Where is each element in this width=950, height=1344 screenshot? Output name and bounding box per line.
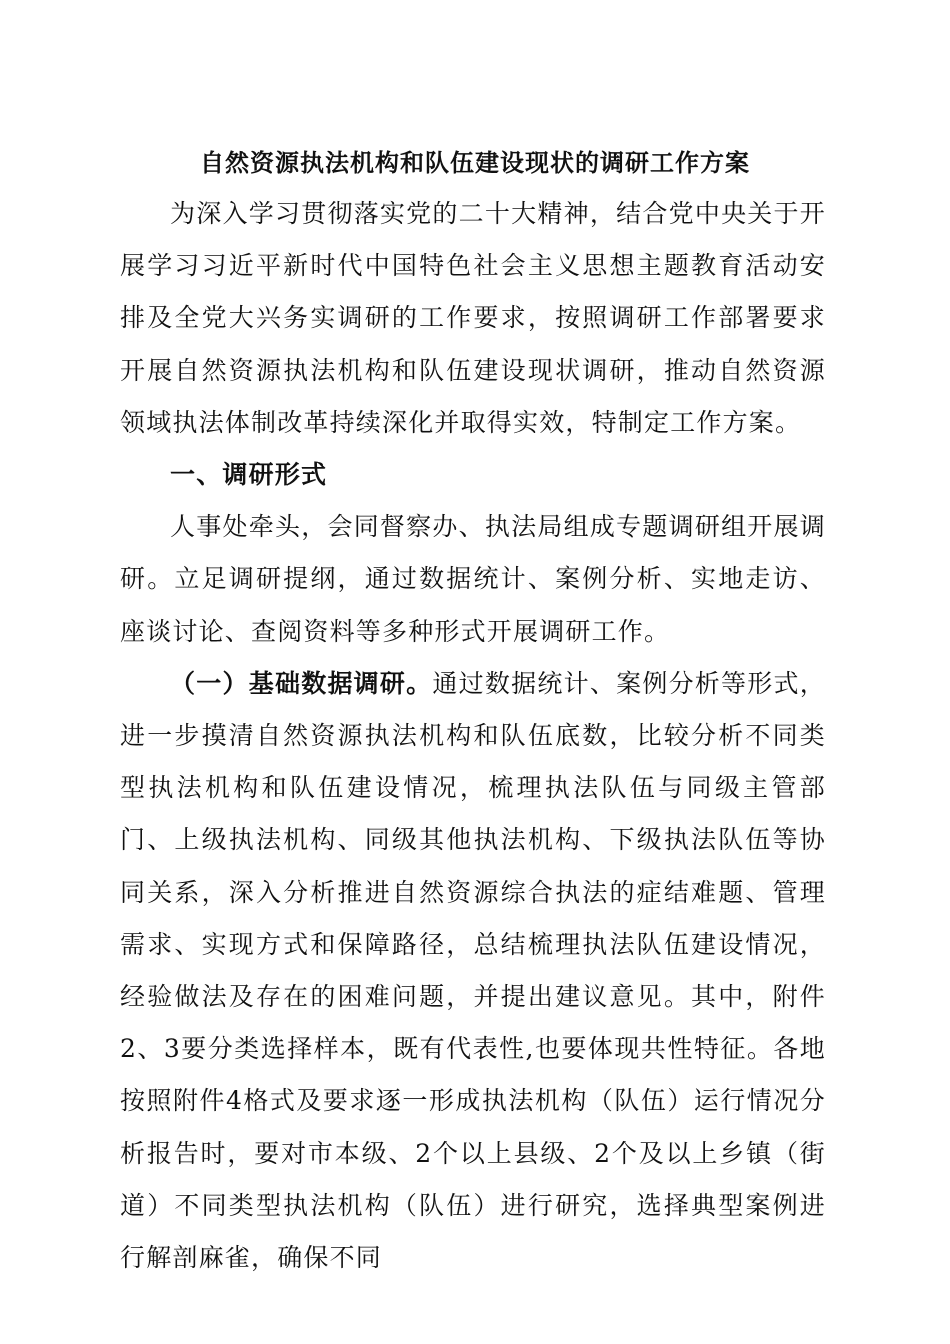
item-lead: （一）基础数据调研。 <box>170 668 433 698</box>
document-body <box>120 188 826 1284</box>
section-paragraph: 人事处牵头，会同督察办、执法局组成专题调研组开展调研。立足调研提纲，通过数据统计、案例分析、实地走访、座谈讨论、查阅资料等多种形式开展调研工作。 <box>120 512 826 646</box>
item-paragraph <box>120 658 826 1284</box>
item-text: 通过数据统计、案例分析等形式，进一步摸清自然资源执法机构和队伍底数，比较分析不同类型执法机构和队伍建设情况，梳理执法队伍与同级主管部门、上级执法机构、同级其他执法机构、下级执法队伍等协同关系，深入分析推进自然资源综合执法的症结难题、管理需求、实现方式和保障路径，总结梳理执法队伍建设情况，经验做法及存在的困难问题，并提出建议意见。其中，附件2、3要分类选择样本，既有代表性,也要体现共性特征。各地按照附件4格式及要求逐一形成执法机构（队伍）运行情况分析报告时，要对市本级、2个以上县级、2个及以上乡镇（街道）不同类型执法机构（队伍）进行研究，选择典型案例进行解剖麻雀，确保不同 <box>120 668 826 1273</box>
document-title: 自然资源执法机构和队伍建设现状的调研工作方案 <box>200 148 750 177</box>
section-heading: 一、调研形式 <box>170 460 328 490</box>
intro-paragraph: 为深入学习贯彻落实党的二十大精神，结合党中央关于开展学习习近平新时代中国特色社会主义思想主题教育活动安排及全党大兴务实调研的工作要求，按照调研工作部署要求开展自然资源执法机构和队伍建设现状调研，推动自然资源领域执法体制改革持续深化并取得实效，特制定工作方案。 <box>120 199 826 437</box>
